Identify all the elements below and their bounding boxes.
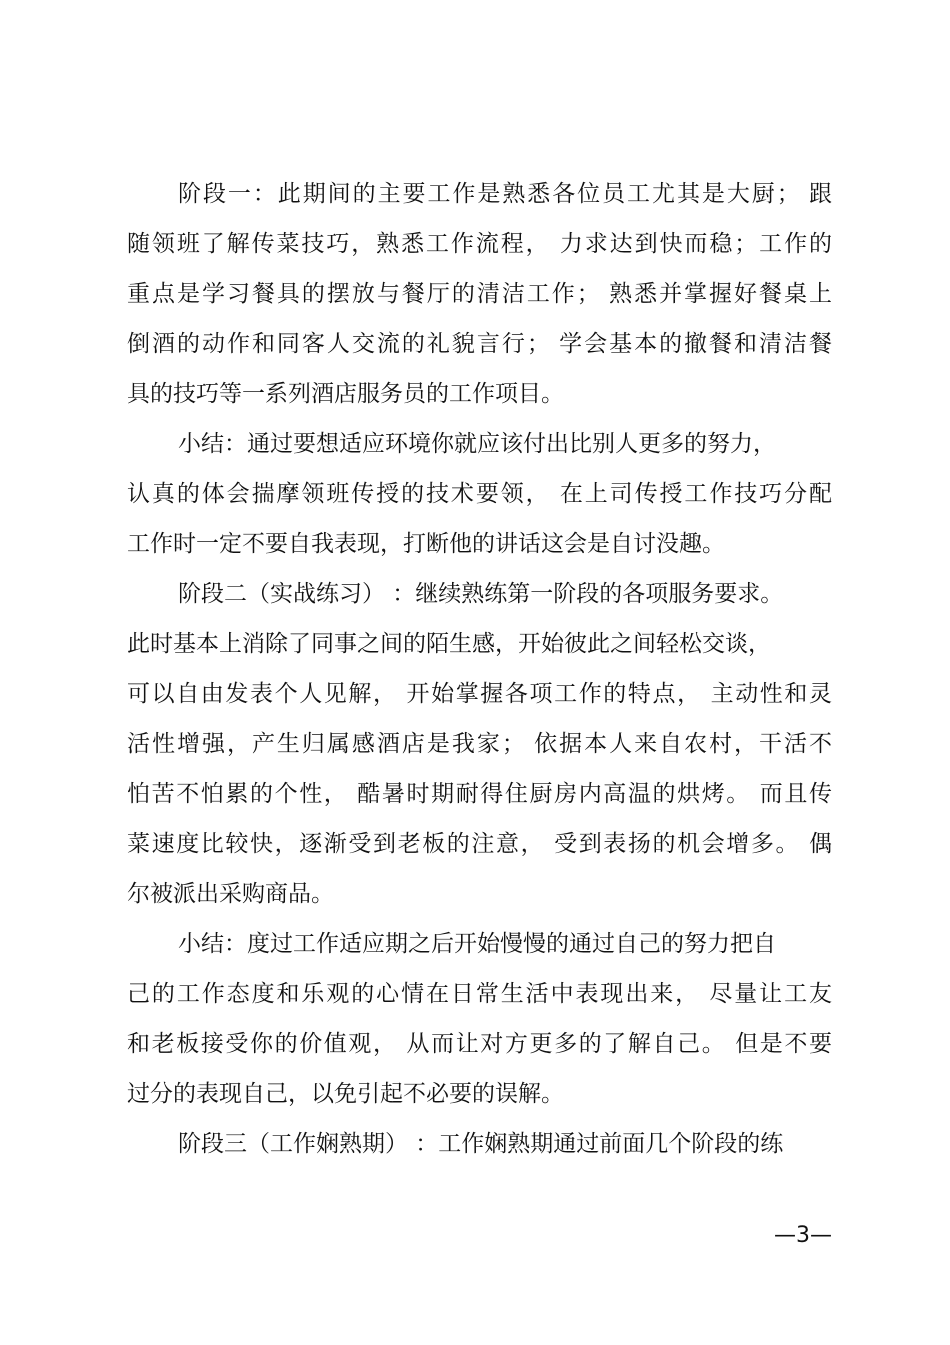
- text-line: 小结：度过工作适应期之后开始慢慢的通过自己的努力把自: [178, 931, 776, 957]
- text-line: 阶段三（工作娴熟期） ：工作娴熟期通过前面几个阶段的练: [178, 1131, 784, 1157]
- text-line: 过分的表现自己，以免引起不必要的误解。: [127, 1081, 564, 1107]
- text-line: 菜速度比较快，逐渐受到老板的注意， 受到表扬的机会增多。 偶: [127, 831, 832, 857]
- text-line: 此时基本上消除了同事之间的陌生感，开始彼此之间轻松交谈，: [127, 631, 771, 657]
- text-line: 活性增强，产生归属感酒店是我家； 依据本人来自农村，干活不: [127, 731, 832, 757]
- text-line: 阶段二（实战练习） ：继续熟练第一阶段的各项服务要求。: [178, 581, 784, 607]
- text-line: 可以自由发表个人见解， 开始掌握各项工作的特点， 主动性和灵: [127, 681, 832, 707]
- text-line: 具的技巧等一系列酒店服务员的工作项目。: [127, 381, 564, 407]
- text-line: 工作时一定不要自我表现，打断他的讲话这会是自讨没趣。: [127, 531, 725, 557]
- text-line: 怕苦不怕累的个性， 酷暑时期耐得住厨房内高温的烘烤。 而且传: [127, 781, 832, 807]
- text-line: 认真的体会揣摩领班传授的技术要领， 在上司传授工作技巧分配: [127, 481, 832, 507]
- page-number: —3—: [774, 1223, 832, 1248]
- text-line: 和老板接受你的价值观， 从而让对方更多的了解自己。 但是不要: [127, 1031, 832, 1057]
- text-line: 随领班了解传菜技巧，熟悉工作流程， 力求达到快而稳；工作的: [127, 231, 832, 257]
- text-line: 小结：通过要想适应环境你就应该付出比别人更多的努力，: [178, 431, 776, 457]
- text-line: 重点是学习餐具的摆放与餐厅的清洁工作； 熟悉并掌握好餐桌上: [127, 281, 832, 307]
- text-line: 阶段一：此期间的主要工作是熟悉各位员工尤其是大厨； 跟: [178, 181, 832, 207]
- text-line: 倒酒的动作和同客人交流的礼貌言行； 学会基本的撤餐和清洁餐: [127, 331, 832, 357]
- text-line: 尔被派出采购商品。: [127, 881, 334, 907]
- text-line: 己的工作态度和乐观的心情在日常生活中表现出来， 尽量让工友: [127, 981, 832, 1007]
